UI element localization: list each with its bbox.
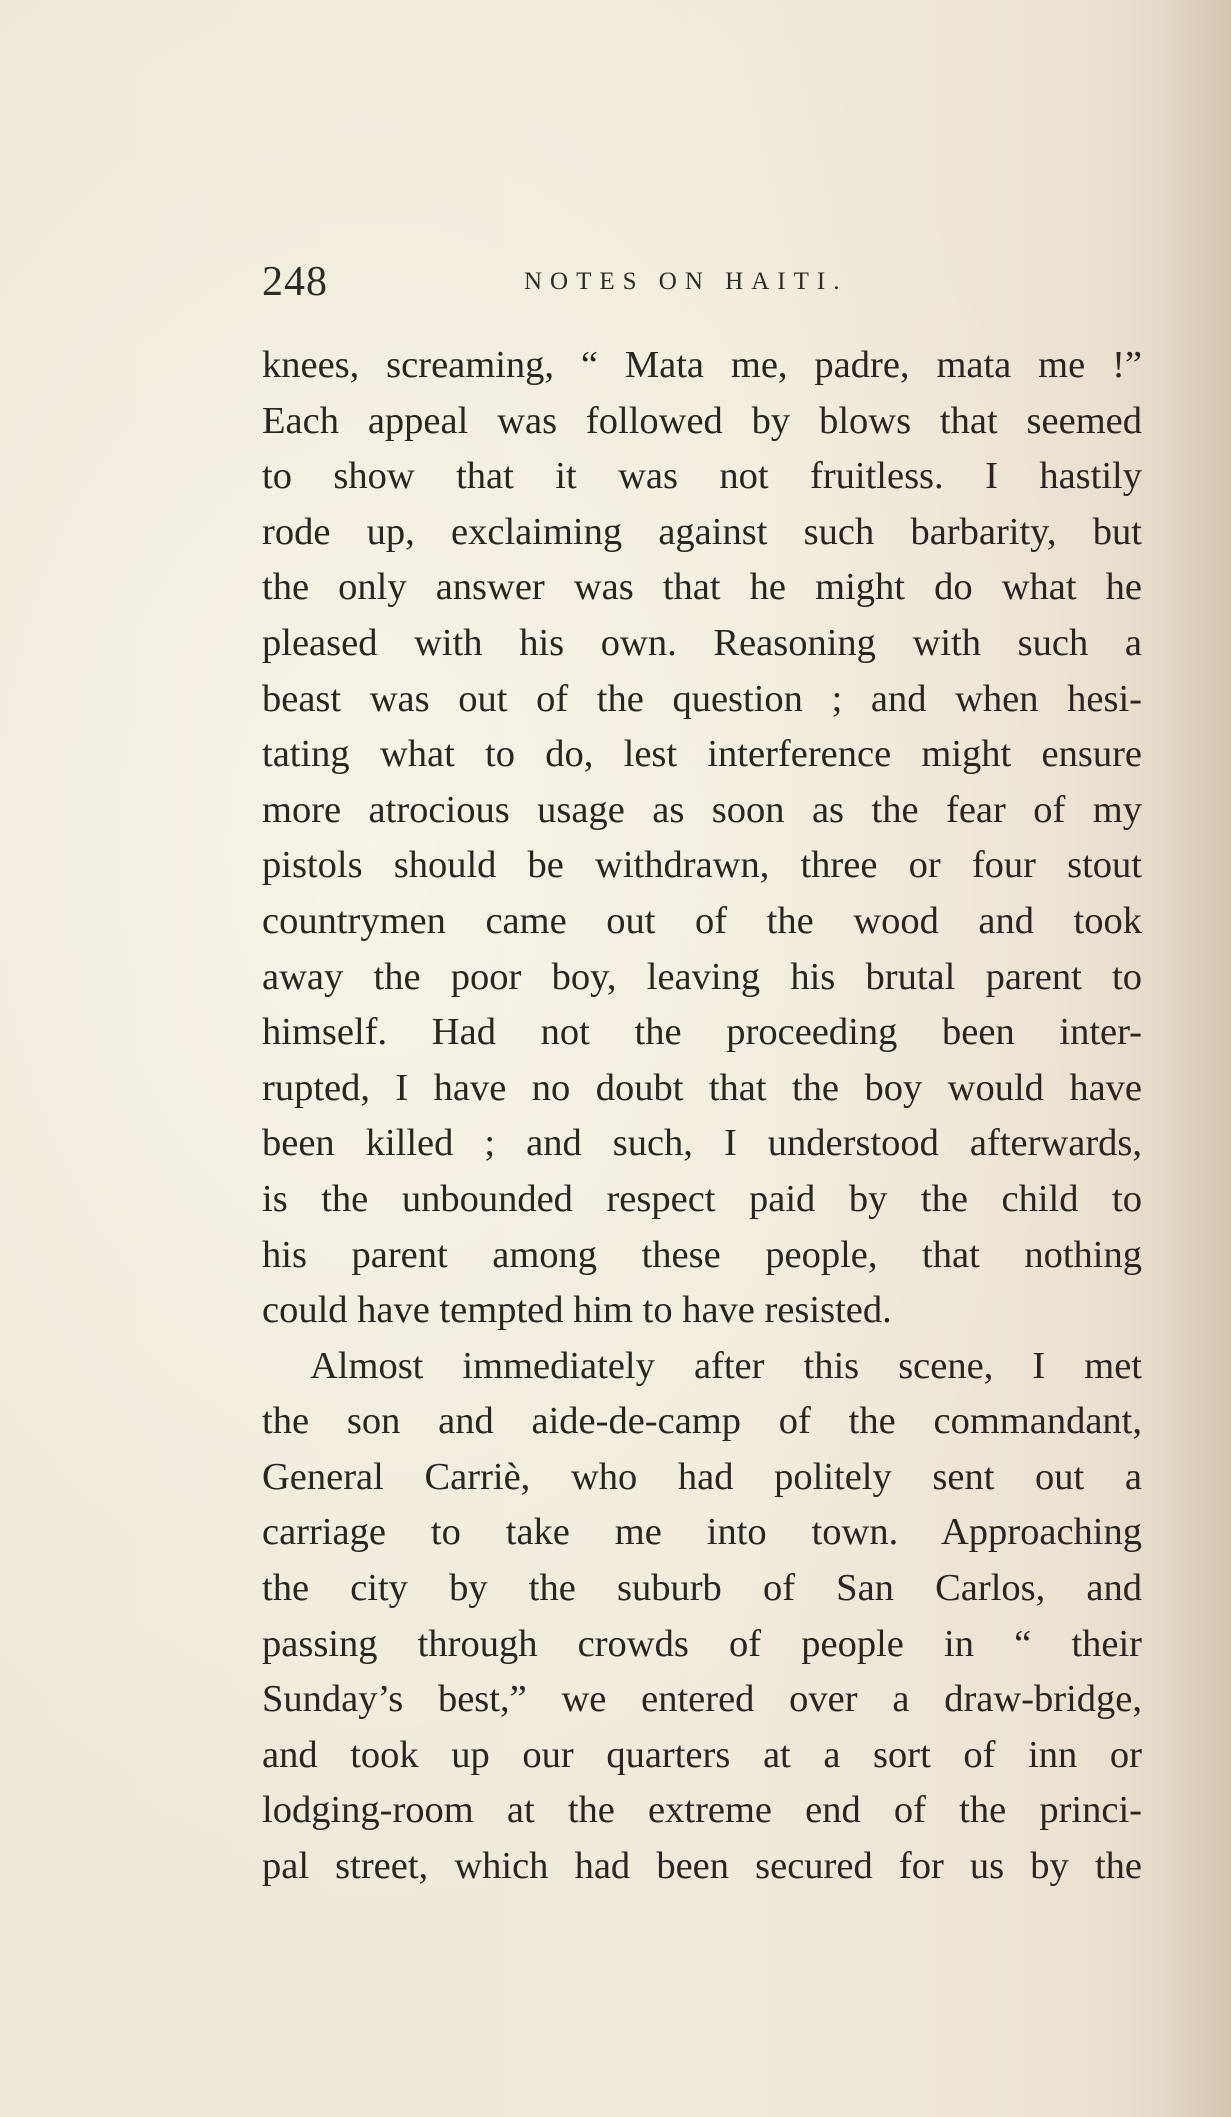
- text-line: himself. Had not the proceeding been inter-: [262, 1011, 1142, 1054]
- text-line: Each appeal was followed by blows that seemed: [262, 399, 1142, 442]
- text-line: tating what to do, lest interference might ensure: [262, 733, 1142, 776]
- text-line: the only answer was that he might do what he: [262, 566, 1142, 609]
- paragraph-end-line: could have tempted him to have resisted.: [262, 1289, 892, 1332]
- text-line: General Carriè, who had politely sent out a: [262, 1455, 1142, 1498]
- text-line: lodging-room at the extreme end of the princi-: [262, 1789, 1142, 1832]
- text-line: rupted, I have no doubt that the boy would have: [262, 1066, 1142, 1109]
- text-line: his parent among these people, that nothing: [262, 1233, 1142, 1276]
- text-line: more atrocious usage as soon as the fear of my: [262, 788, 1142, 831]
- text-line: passing through crowds of people in “ their: [262, 1622, 1142, 1665]
- text-line: beast was out of the question ; and when hesi-: [262, 677, 1142, 720]
- page-number: 248: [262, 259, 328, 305]
- page-header: [262, 258, 1142, 308]
- text-line: pal street, which had been secured for us by the: [262, 1845, 1142, 1888]
- text-line: been killed ; and such, I understood afterwards,: [262, 1122, 1142, 1165]
- body-text: [262, 338, 1142, 1895]
- text-line: and took up our quarters at a sort of inn or: [262, 1733, 1142, 1776]
- text-line: pistols should be withdrawn, three or four stout: [262, 844, 1142, 887]
- page-edge-shadow: [1161, 0, 1231, 2117]
- text-line: carriage to take me into town. Approaching: [262, 1511, 1142, 1554]
- text-line: away the poor boy, leaving his brutal parent to: [262, 955, 1142, 998]
- paragraph-start-line: Almost immediately after this scene, I met: [310, 1344, 1142, 1387]
- text-line: pleased with his own. Reasoning with such a: [262, 621, 1142, 664]
- text-line: Sunday’s best,” we entered over a draw-bridge,: [262, 1678, 1142, 1721]
- text-line: is the unbounded respect paid by the child to: [262, 1177, 1142, 1220]
- text-line: knees, screaming, “ Mata me, padre, mata me !”: [262, 344, 1142, 386]
- text-line: rode up, exclaiming against such barbarity, but: [262, 510, 1142, 553]
- text-line: the son and aide-de-camp of the commandant,: [262, 1400, 1142, 1443]
- text-line: the city by the suburb of San Carlos, and: [262, 1567, 1142, 1610]
- text-line: countrymen came out of the wood and took: [262, 899, 1142, 942]
- running-title: NOTES ON HAITI.: [524, 268, 848, 295]
- text-line: to show that it was not fruitless. I hastily: [262, 455, 1142, 498]
